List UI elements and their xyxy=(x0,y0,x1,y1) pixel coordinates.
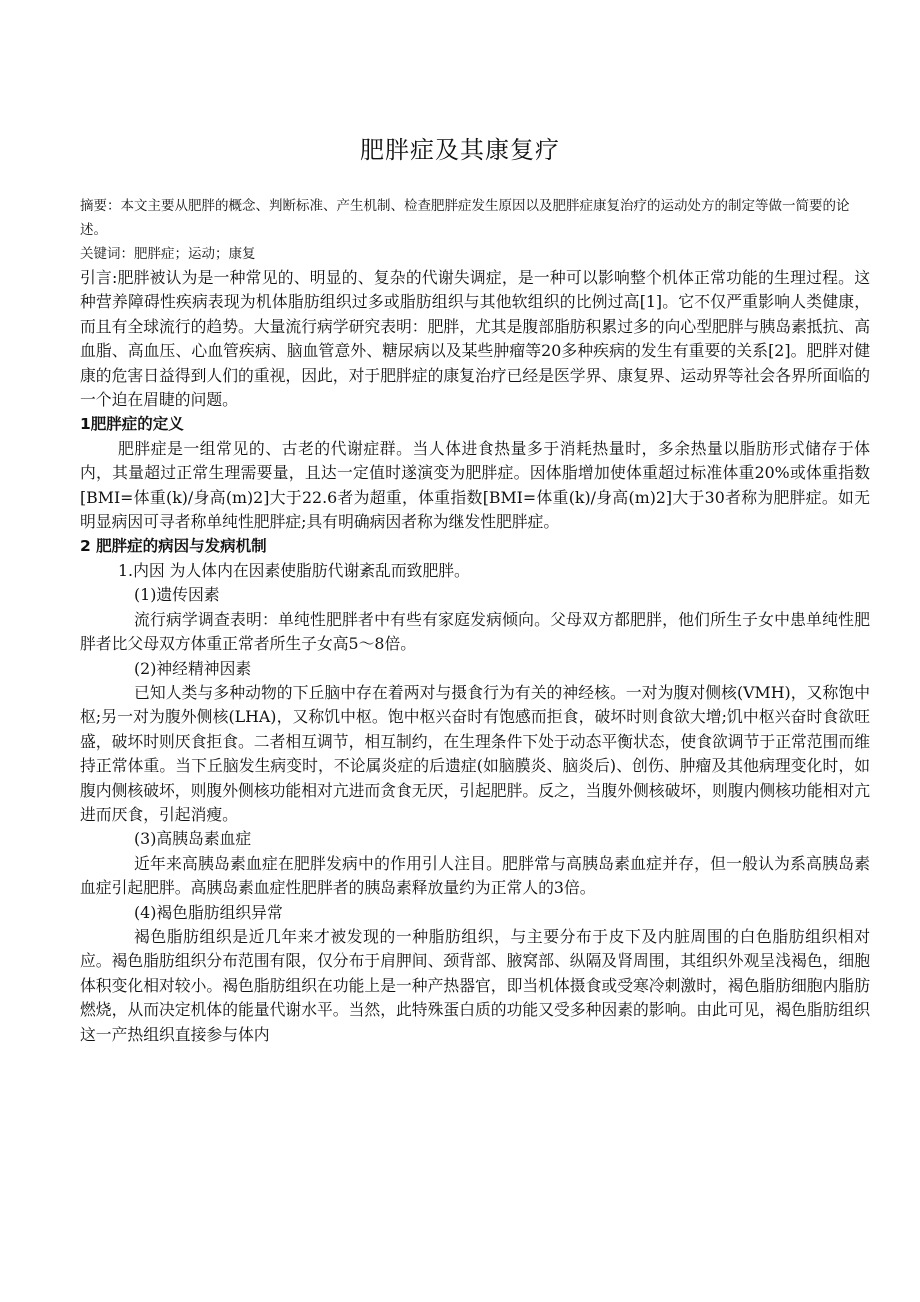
subsection-3-heading: (3)高胰岛素血症 xyxy=(134,829,252,849)
section-1-paragraph: 肥胖症是一组常见的、古老的代谢症群。当人体进食热量多于消耗热量时，多余热量以脂肪形式储存于体内，其量超过正常生理需要量，且达一定值时遂演变为肥胖症。因体脂增加使体重超过标准体重20%或体重指数[BMI=体重(k)/身高(m)2]大于22.6者为超重，体重指数[BMI=体重(k)/身高(m)2]大于30者称为肥胖症。如无明显病因可寻者称单纯性肥胖症;具有明确病因者称为继发性肥胖症。 xyxy=(80,438,870,532)
subsection-3-paragraph: 近年来高胰岛素血症在肥胖发病中的作用引人注目。肥胖常与高胰岛素血症并存，但一般认为系高胰岛素血症引起肥胖。高胰岛素血症性肥胖者的胰岛素释放量约为正常人的3倍。 xyxy=(80,853,870,898)
section-2-heading: 2 肥胖症的病因与发病机制 xyxy=(80,537,267,556)
document-body xyxy=(80,194,870,1047)
subsection-1-paragraph: 流行病学调查表明：单纯性肥胖者中有些有家庭发病倾向。父母双方都肥胖，他们所生子女中患单纯性肥胖者比父母双方体重正常者所生子女高5～8倍。 xyxy=(80,609,870,654)
section-2-intro: 1.内因 为人体内在因素使脂肪代谢紊乱而致肥胖。 xyxy=(118,560,470,580)
subsection-4-paragraph: 褐色脂肪组织是近几年来才被发现的一种脂肪组织，与主要分布于皮下及内脏周围的白色脂肪组织相对应。褐色脂肪组织分布范围有限，仅分布于肩胛间、颈背部、腋窝部、纵隔及肾周围，其组织外观呈浅褐色，细胞体积变化相对较小。褐色脂肪组织在功能上是一种产热器官，即当机体摄食或受寒冷刺激时，褐色脂肪细胞内脂肪燃烧，从而决定机体的能量代谢水平。当然，此特殊蛋白质的功能又受多种因素的影响。由此可见，褐色脂肪组织这一产热组织直接参与体内 xyxy=(80,926,870,1044)
subsection-1-heading: (1)遗传因素 xyxy=(134,585,220,605)
keywords: 关键词：肥胖症；运动；康复 xyxy=(80,246,256,262)
section-1-heading: 1肥胖症的定义 xyxy=(80,415,184,434)
subsection-4-heading: (4)褐色脂肪组织异常 xyxy=(134,902,283,922)
subsection-2-paragraph: 已知人类与多种动物的下丘脑中存在着两对与摄食行为有关的神经核。一对为腹对侧核(VMH)，又称饱中枢;另一对为腹外侧核(LHA)，又称饥中枢。饱中枢兴奋时有饱感而拒食，破坏时则食欲大增;饥中枢兴奋时食欲旺盛，破坏时则厌食拒食。二者相互调节，相互制约，在生理条件下处于动态平衡状态，使食欲调节于正常范围而维持正常体重。当下丘脑发生病变时，不论属炎症的后遗症(如脑膜炎、脑炎后)、创伤、肿瘤及其他病理变化时，如腹内侧核破坏，则腹外侧核功能相对亢进而贪食无厌，引起肥胖。反之，当腹外侧核破坏，则腹内侧核功能相对亢进而厌食，引起消瘦。 xyxy=(80,682,870,824)
abstract: 摘要：本文主要从肥胖的概念、判断标准、产生机制、检查肥胖症发生原因以及肥胖症康复治疗的运动处方的制定等做一简要的论述。 xyxy=(80,198,850,238)
subsection-2-heading: (2)神经精神因素 xyxy=(134,658,252,678)
document-title: 肥胖症及其康复疗 xyxy=(360,136,560,164)
intro-paragraph: 引言:肥胖被认为是一种常见的、明显的、复杂的代谢失调症，是一种可以影响整个机体正常功能的生理过程。这种营养障碍性疾病表现为机体脂肪组织过多或脂肪组织与其他软组织的比例过高[1]。它不仅严重影响人类健康，而且有全球流行的趋势。大量流行病学研究表明：肥胖，尤其是腹部脂肪积累过多的向心型肥胖与胰岛素抵抗、高血脂、高血压、心血管疾病、脑血管意外、糖尿病以及某些肿瘤等20多种疾病的发生有重要的关系[2]。肥胖对健康的危害日益得到人们的重视，因此，对于肥胖症的康复治疗已经是医学界、康复界、运动界等社会各界所面临的一个迫在眉睫的问题。 xyxy=(80,268,870,410)
